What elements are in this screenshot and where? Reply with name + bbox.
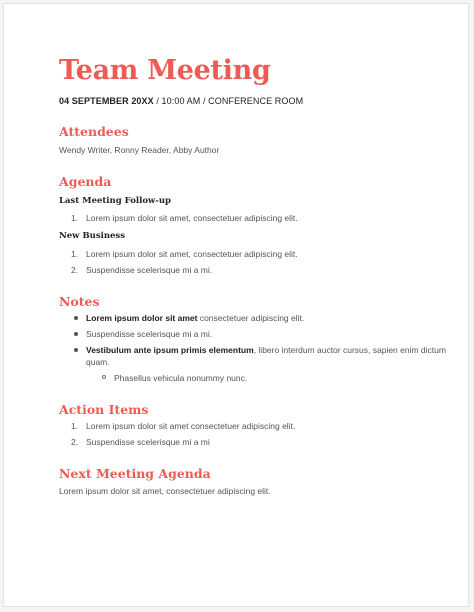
agenda-newbusiness-label: New Business <box>59 231 125 241</box>
circle-bullet-icon <box>102 375 106 379</box>
action-items-heading: Action Items <box>59 402 149 417</box>
bullet-icon <box>74 332 78 336</box>
list-item: 1. Lorem ipsum dolor sit amet, consectetuer adipiscing elit. <box>71 213 298 223</box>
list-item: Vestibulum ante ipsum primis elementum, libero interdum auctor cursus, sapien enim dictum quam. <box>59 344 466 368</box>
list-item: Lorem ipsum dolor sit amet consectetuer adipiscing elit. <box>59 312 466 324</box>
next-meeting-text: Lorem ipsum dolor sit amet, consectetuer adipiscing elit. <box>59 486 271 496</box>
meeting-time-location: / 10:00 AM / CONFERENCE ROOM <box>153 96 304 106</box>
meeting-meta <box>59 96 439 106</box>
agenda-heading: Agenda <box>59 174 112 189</box>
bullet-icon <box>74 316 78 320</box>
meeting-date: 04 SEPTEMBER 20XX <box>59 96 154 106</box>
list-item: 2. Suspendisse scelerisque mi a mi. <box>71 265 213 275</box>
notes-heading: Notes <box>59 294 100 309</box>
document-page <box>3 3 469 607</box>
attendees-heading: Attendees <box>59 124 129 139</box>
page-title: Team Meeting <box>59 55 271 86</box>
list-item: 1. Lorem ipsum dolor sit amet, consectetuer adipiscing elit. <box>71 249 298 259</box>
list-subitem: Phasellus vehicula nonummy nunc. <box>59 372 474 384</box>
bullet-icon <box>74 348 78 352</box>
list-item: 1. Lorem ipsum dolor sit amet consectetuer adipiscing elit. <box>71 421 296 431</box>
agenda-followup-label: Last Meeting Follow-up <box>59 196 171 206</box>
list-item: Suspendisse scelerisque mi a mi. <box>59 328 466 340</box>
next-meeting-heading: Next Meeting Agenda <box>59 466 211 481</box>
attendees-list: Wendy Writer, Ronny Reader, Abby Author <box>59 145 220 155</box>
list-item: 2. Suspendisse scelerisque mi a mi <box>71 437 210 447</box>
